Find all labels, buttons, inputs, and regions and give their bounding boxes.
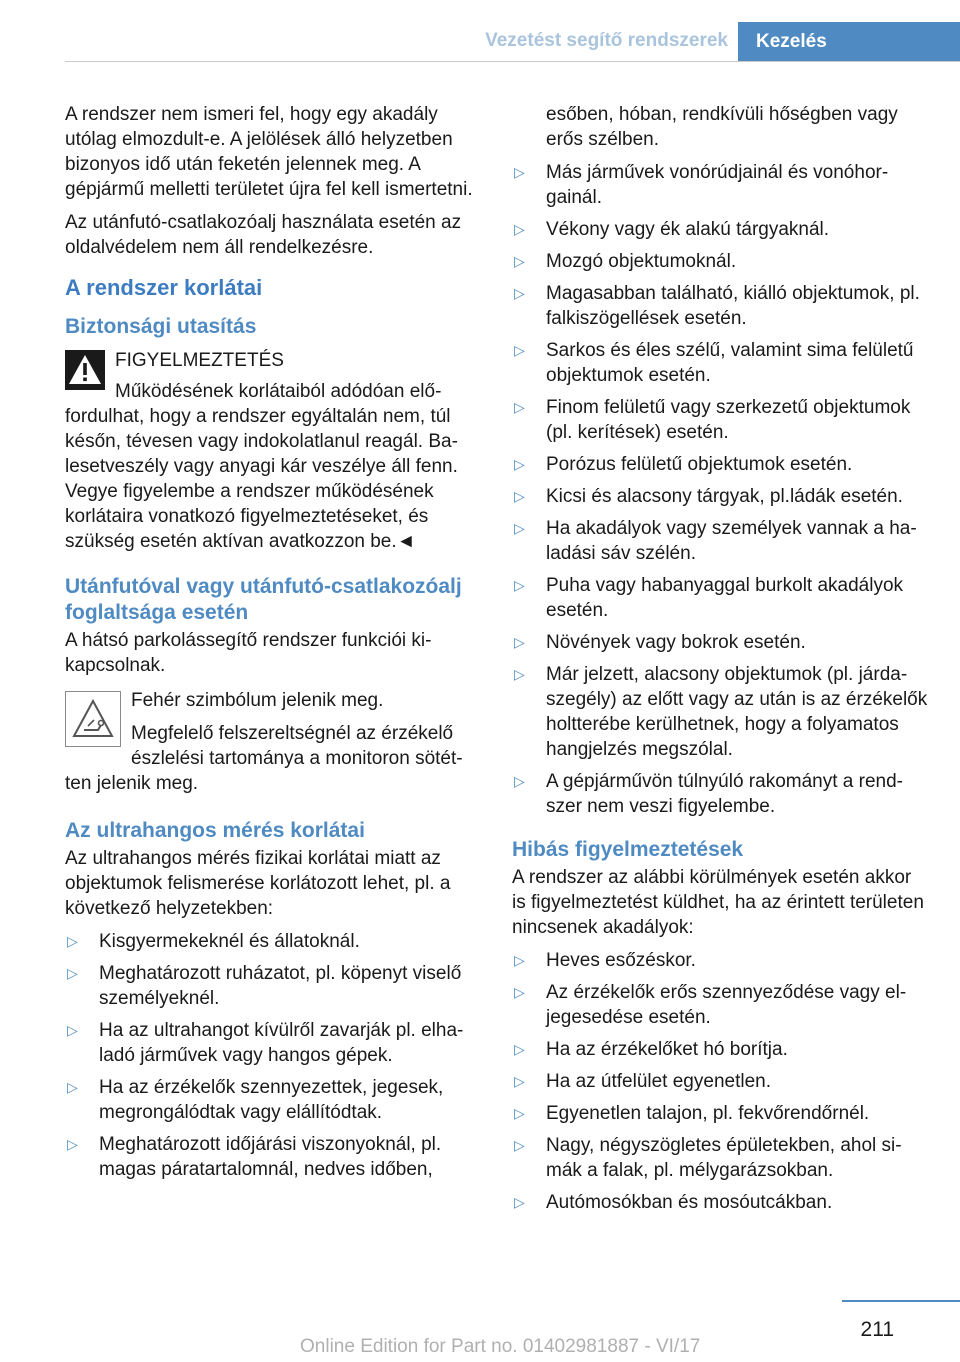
list-item: ▷ Meghatározott ruházatot, pl. köpenyt viselő személyeknél. xyxy=(67,963,462,1009)
list-item: ▷ Meghatározott időjárási viszonyoknál, pl. magas páratartalomnál, nedves időben, xyxy=(67,1134,442,1180)
list-item: ▷ Vékony vagy ék alakú tárgyaknál. xyxy=(514,219,830,240)
list-item: ▷ Más járművek vonórúdjainál és vonóhorgainál. xyxy=(514,162,889,208)
header-rule xyxy=(65,61,960,62)
bullet-icon: ▷ xyxy=(514,1073,525,1089)
symbol-text-2: Megfelelő felszereltségnél az érzékelő észlelési tartománya a monitoron sötétten jelenik meg. xyxy=(65,723,463,794)
bullet-icon: ▷ xyxy=(514,285,525,301)
list-item: ▷ Autómosókban és mosóutcákban. xyxy=(514,1192,833,1213)
list-item: ▷ Egyenetlen talajon, pl. fekvőrendőrnél. xyxy=(514,1103,870,1124)
symbol-block xyxy=(65,688,478,804)
bullet-icon: ▷ xyxy=(67,1136,78,1152)
list-item: ▷ Ha az érzékelőket hó borítja. xyxy=(514,1039,788,1060)
edition-note: Online Edition for Part no. 01402981887 - VI/17 xyxy=(300,1336,701,1357)
list-item: ▷ Kicsi és alacsony tárgyak, pl.ládák esetén. xyxy=(514,486,903,507)
list-item: ▷ Ha az érzékelők szennyezettek, jegesek, megrongálódtak vagy elállítódtak. xyxy=(67,1077,444,1123)
list-item: ▷ Növények vagy bokrok esetén. xyxy=(514,632,806,653)
bullet-icon: ▷ xyxy=(514,1137,525,1153)
bullet-icon: ▷ xyxy=(514,221,525,237)
list-item: ▷ Az érzékelők erős szennyeződése vagy eljegesedése esetén. xyxy=(514,982,907,1028)
bullet-icon: ▷ xyxy=(514,1041,525,1057)
symbol-text-1: Fehér szimbólum jelenik meg. xyxy=(131,690,384,711)
list-item: ▷ Sarkos és éles szélű, valamint sima felületű objektumok esetén. xyxy=(514,340,914,386)
paragraph: Az utánfutó-csatlakozóalj használata esetén az oldalvédelem nem áll rendelkezésre. xyxy=(65,212,462,258)
list-item: ▷ A gépjárművön túlnyúló rakományt a rendszer nem veszi figyelembe. xyxy=(514,771,903,817)
bullet-icon: ▷ xyxy=(514,456,525,472)
bullet-icon: ▷ xyxy=(514,399,525,415)
list-item: ▷ Puha vagy habanyaggal burkolt akadályok esetén. xyxy=(514,575,904,621)
heading-false-warnings: Hibás figyelmeztetések xyxy=(512,838,744,861)
page-number: 211 xyxy=(860,1318,894,1341)
list-item: ▷ Ha az ultrahangot kívülről zavarják pl. elhaladó járművek vagy hangos gépek. xyxy=(67,1020,464,1066)
paragraph: Az ultrahangos mérés fizikai korlátai miatt az objektumok felismerése korlátozott lehet, pl. a következő helyzetekben: xyxy=(65,848,451,919)
page-footer xyxy=(0,1300,960,1362)
paragraph: A rendszer nem ismeri fel, hogy egy akadály utólag elmozdult-e. A jelölések álló helyzetben bizonyos idő után feketén jelennek meg. A gépjármű melletti területet újra fel kell ismertetni. xyxy=(65,104,473,200)
paragraph: A hátsó parkolássegítő rendszer funkciói kikapcsolnak. xyxy=(65,630,432,676)
bullet-icon: ▷ xyxy=(514,577,525,593)
page-header xyxy=(65,22,960,62)
list-item: ▷ Porózus felületű objektumok esetén. xyxy=(514,454,853,475)
right-column xyxy=(512,102,928,1222)
heading-trailer: Utánfutóval vagy utánfutó-csatlakozóalj foglaltsága esetén xyxy=(65,575,462,624)
list-item: ▷ Ha az útfelület egyenetlen. xyxy=(514,1071,771,1092)
list-item: ▷ Heves esőzéskor. xyxy=(514,950,696,971)
bullet-icon: ▷ xyxy=(514,342,525,358)
chapter-tab: Kezelés xyxy=(738,22,960,62)
bullet-icon: ▷ xyxy=(514,520,525,536)
warning-block xyxy=(65,348,478,560)
list-item: ▷ Már jelzett, alacsony objektumok (pl. járdaszegély) az előtt vagy az után is az érzékelők holtterébe kerülhetnek, hogy a folyamatos hangjelzés megszólal. xyxy=(514,664,928,760)
page-number-rule xyxy=(842,1300,960,1302)
bullet-icon: ▷ xyxy=(67,1079,78,1095)
list-item: ▷ Ha akadályok vagy személyek vannak a haladási sáv szélén. xyxy=(514,518,917,564)
ultrasonic-limits-list-continued xyxy=(512,160,928,819)
paragraph: A rendszer az alábbi körülmények esetén akkor is figyelmeztetést küldhet, ha az érintett területen nincsenek akadályok: xyxy=(512,867,924,938)
list-item: ▷ Magasabban található, kiálló objektumok, pl. falkiszögellések esetén. xyxy=(514,283,920,329)
bullet-icon: ▷ xyxy=(514,952,525,968)
list-item: ▷ Finom felületű vagy szerkezetű objektumok (pl. kerítések) esetén. xyxy=(514,397,911,443)
ultrasonic-limits-list xyxy=(65,929,478,1182)
bullet-icon: ▷ xyxy=(514,984,525,1000)
bullet-icon: ▷ xyxy=(514,634,525,650)
bullet-icon: ▷ xyxy=(514,773,525,789)
section-title: Vezetést segítő rendszerek xyxy=(485,30,728,51)
bullet-icon: ▷ xyxy=(67,1022,78,1038)
heading-system-limits: A rendszer korlátai xyxy=(65,275,263,300)
list-item: ▷ Mozgó objektumoknál. xyxy=(514,251,737,272)
bullet-icon: ▷ xyxy=(514,1105,525,1121)
bullet-icon: ▷ xyxy=(514,488,525,504)
list-item: ▷ Kisgyermekeknél és állatoknál. xyxy=(67,931,360,952)
warning-triangle-icon xyxy=(65,350,105,390)
bullet-icon: ▷ xyxy=(514,164,525,180)
list-item: ▷ Nagy, négyszögletes épületekben, ahol simák a falak, pl. mélygarázsokban. xyxy=(514,1135,902,1181)
bullet-icon: ▷ xyxy=(67,933,78,949)
bullet-icon: ▷ xyxy=(514,1194,525,1210)
heading-ultrasonic-limits: Az ultrahangos mérés korlátai xyxy=(65,819,365,842)
bullet-icon: ▷ xyxy=(514,253,525,269)
left-column xyxy=(65,102,478,1189)
trailer-sensor-symbol-icon xyxy=(65,691,121,747)
bullet-icon: ▷ xyxy=(67,965,78,981)
heading-safety: Biztonsági utasítás xyxy=(65,315,257,338)
bullet-icon: ▷ xyxy=(514,666,525,682)
continued-text: esőben, hóban, rendkívüli hőségben vagy erős szélben. xyxy=(546,104,898,150)
false-warnings-list xyxy=(512,948,928,1215)
warning-title: FIGYELMEZTETÉS xyxy=(115,350,284,371)
warning-text: Működésének korlátaiból adódóan előfordulhat, hogy a rendszer egyáltalán nem, túl későn, tévesen vagy indokolatlanul reagál. Balesetveszély vagy anyagi kár veszélye áll fenn. Vegye figyelembe a rendszer működésének korlátaira vonatkozó figyelmeztetéseket, és szükség esetén aktívan avatkozzon be.◄ xyxy=(65,381,458,552)
